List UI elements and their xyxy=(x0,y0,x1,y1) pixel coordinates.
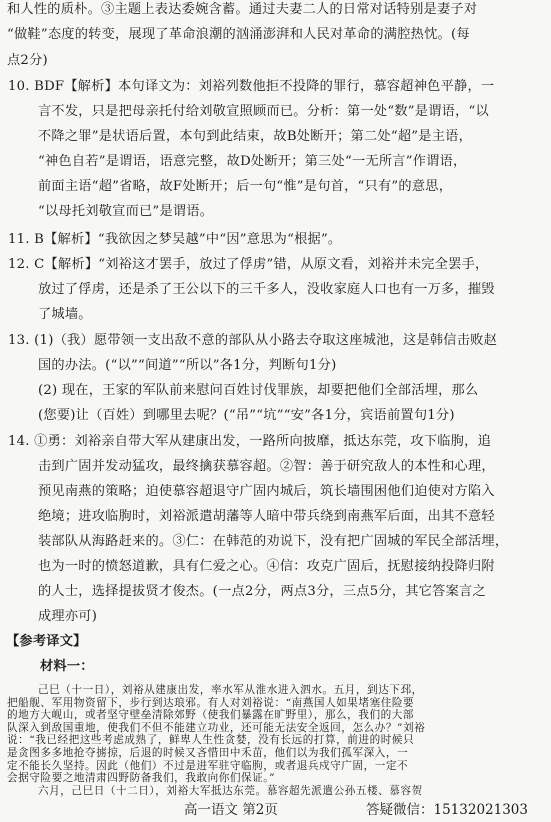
translation-line: 会据守险要之地清肃四野防备我们，我敢向你们保证。” xyxy=(7,772,276,785)
answer-line: 放过了俘虏，还是杀了王公以下的三千多人，没收家庭人口也有一万多，摧毁 xyxy=(38,282,495,297)
answer-line: 言不发，只是把母亲托付给刘敬宣照顾而已。分析：第一处“数”是谓语，“以 xyxy=(38,104,489,119)
translation-line: 队深入到敌国重地，使我们不但不能建立功业，还可能无法安全返回，怎么办？”刘裕 xyxy=(7,721,426,734)
answer-line: 12. C【解析】“刘裕这才罢手，放过了俘虏”错，从原文看，刘裕并未完全罢手， xyxy=(8,257,489,272)
page-label: 高一语文 第2页 xyxy=(184,802,278,818)
answer-line: 不降之罪”是状语后置，本句到此结束，故B处断开；第二处“超”是主语， xyxy=(38,129,473,144)
answer-line: 了城墙。 xyxy=(38,307,92,322)
translation-heading: 【参考译文】 xyxy=(6,634,87,649)
answer-line: 绝境；进攻临朐时，刘裕派遣胡藩等人暗中带兵绕到南燕军后面，出其不意轻 xyxy=(38,509,495,524)
answer-line: 和人性的质朴。③主题上表达委婉含蓄。通过夫妻二人的日常对话特别是妻子对 xyxy=(7,2,478,17)
answer-line: 装部队从海路赶来的。③仁：在韩范的劝说下，没有把广固城的军民全部活埋， xyxy=(38,534,509,549)
material-title: 材料一： xyxy=(40,659,94,674)
answer-line: 14. ①勇：刘裕亲自带大军从建康出发，一路所向披靡，抵达东莞，攻下临朐，追 xyxy=(8,434,492,449)
answer-line: 国的办法。(“以”“间道”“所以”各1分，判断句1分) xyxy=(38,358,337,373)
answer-line: 前面主语“超”省略，故F处断开；后一句“惟”是句首，“只有”的意思， xyxy=(38,179,453,194)
answer-line: “以母托刘敬宣而已”是谓语。 xyxy=(38,204,214,219)
answer-line: “神色自若”是谓语，语意完整，故D处断开；第三处“一无所言”作谓语， xyxy=(38,154,467,169)
translation-line: 的地方大岘山，或者坚守壁垒清除郊野（使我们暴露在旷野里），那么，我们的大部 xyxy=(7,709,415,722)
answer-line: 击到广固并发动猛攻，最终擒获慕容超。②智：善于研究敌人的本性和心理， xyxy=(38,459,495,474)
contact-info: 答疑微信：15132021303 xyxy=(366,802,528,818)
answer-line: 10. BDF【解析】本句译文为：刘裕列数他拒不投降的罪行，慕容超神色平静，一 xyxy=(8,79,495,94)
answer-line: 也为一时的愤怒道歉，具有仁爱之心。④信：攻克广固后，抚慰接纳投降归附 xyxy=(38,559,495,574)
translation-line: 说：“我已经把这些考虑成熟了，鲜卑人生性贪婪，没有长远的打算，前进的时候只 xyxy=(7,734,415,747)
translation-line: 是贪图多多地抢夺掳掠，后退的时候又吝惜田中禾苗，他们以为我们孤军深入，一 xyxy=(7,747,409,759)
answer-line: 11. B【解析】“我欲因之梦吴越”中“因”意思为“根据”。 xyxy=(8,232,342,247)
answer-line: “做鞋”态度的转变，展现了革命浪潮的汹涌澎湃和人民对革命的满腔热忱。(每 xyxy=(7,27,470,42)
answer-line: 预见南燕的策略；迫使慕容超退守广固内城后，筑长墙围困他们迫使对方陷入 xyxy=(38,484,495,499)
answer-line: 点2分) xyxy=(7,53,48,68)
translation-line: 把船舰、军用物资留下，步行到达琅邪。有人对刘裕说：“南燕国人如果堵塞住险要 xyxy=(7,696,415,709)
translation-line: 六月，己巳日（十二日），刘裕大军抵达东莞。慕容超先派遣公孙五楼、慕容贺 xyxy=(38,784,423,797)
answer-line: 13. (1)（我）愿带领一支出敌不意的部队从小路去夺取这座城池，这是韩信击败赵 xyxy=(8,333,498,348)
translation-line: 己巳（十一日），刘裕从建康出发，率水军从淮水进入泗水。五月，到达下邳， xyxy=(38,684,423,696)
answer-line: (2) 现在，王家的军队前来慰问百姓讨伐罪族，却要把他们全部活埋，那么 xyxy=(38,383,479,398)
answer-line: (您要)让（百姓）到哪里去呢？(“吊”“坑”“安”各1分，宾语前置句1分) xyxy=(38,408,455,423)
answer-line: 成理亦可) xyxy=(38,609,98,624)
translation-line: 定不能长久坚持。因此（他们）不过是进军驻守临朐，或者退兵戍守广固，一定不 xyxy=(7,759,409,772)
answer-line: 的人士，选择提拔贤才俊杰。(一点2分，两点3分，三点5分，其它答案言之 xyxy=(38,584,486,599)
